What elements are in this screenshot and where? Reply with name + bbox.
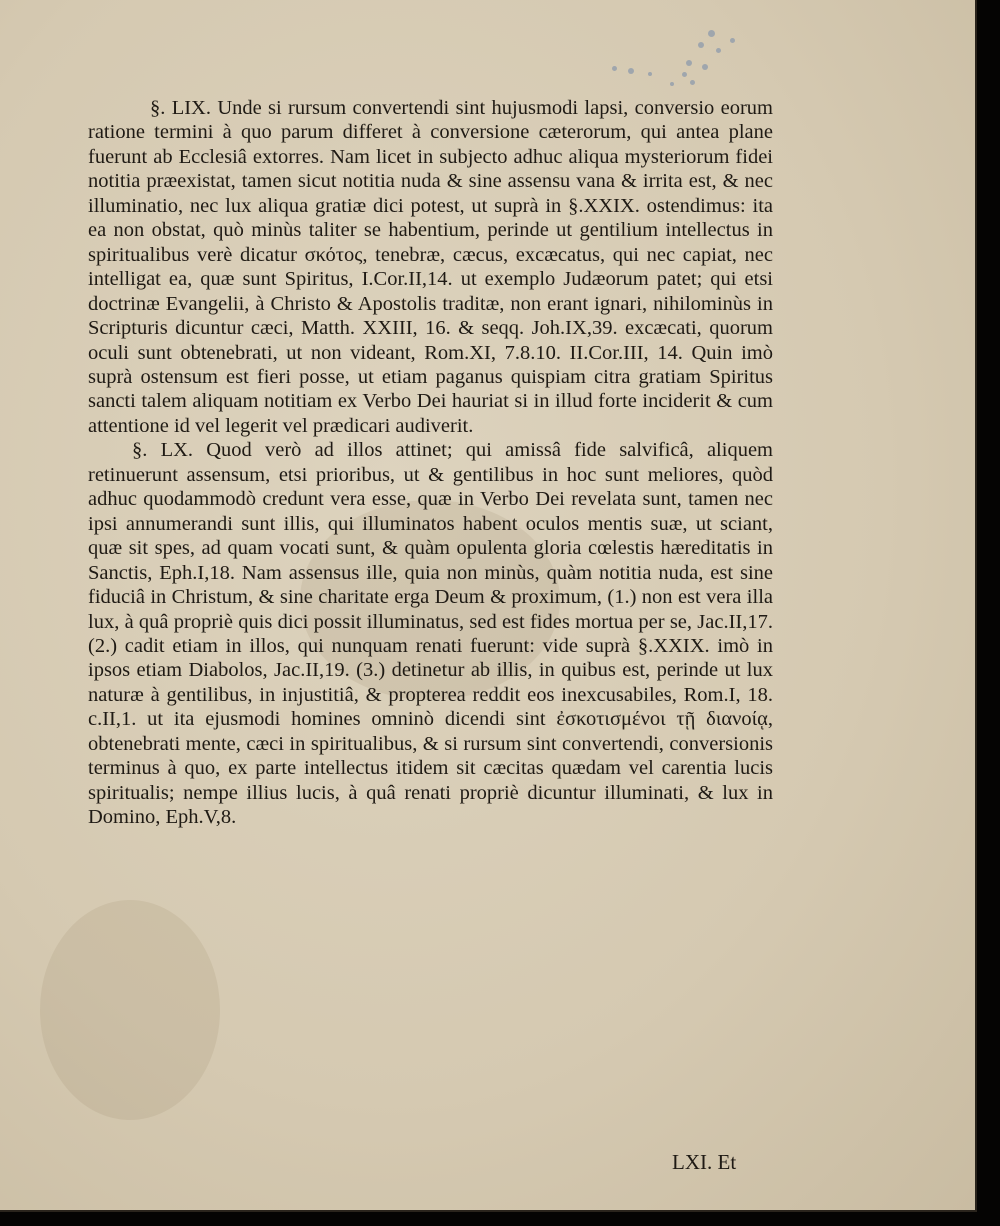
paragraph-60: §. LX. Quod verò ad illos attinet; qui amissâ fide salvificâ, aliquem retinuerunt assensum, etsi prioribus, ut & gentilibus in hoc sunt meliores, quòd adhuc quodammodò credunt vera esse, quæ in Verbo Dei revelata sunt, tamen nec ipsi annumerandi sunt illis, qui illuminatos habent oculos mentis suæ, ut sciant, quæ sit spes, ad quam vocati sunt, & quàm opulenta gloria cœlestis hæreditatis in Sanctis, Eph.I,18. Nam assensus ille, quia non minùs, quàm notitia nuda, est sine fiduciâ in Christum, & sine charitate erga Deum & proximum, (1.) non est vera illa lux, à quâ propriè quis dici possit illuminatus, sed est fides mortua per se, Jac.II,17. (2.) cadit etiam in illos, qui nunquam renati fuerunt: vide suprà §.XXIX. imò in ipsos etiam Diabolos, Jac.II,19. (3.) detinetur ab illis, in quibus est, perinde ut lux naturæ à gentilibus, in injustitiâ, & propterea reddit eos inexcusabiles, Rom.I, 18. c.II,1. ut ita ejusmodi homines omninò dicendi sint ἐσκοτισμένοι τῇ διανοίᾳ, obtenebrati mente, cæci in spiritualibus, & si rursum sint convertendi, conversionis terminus à quo, ex parte intellectus itidem sit cæcitas quædam vel carentia lucis spiritualis; nempe illius lucis, à quâ renati propriè dicuntur illuminati, & lux in Domino, Eph.V,8. bbox=[88, 439, 773, 829]
speck bbox=[730, 38, 735, 43]
speck bbox=[716, 48, 721, 53]
speck bbox=[612, 66, 617, 71]
speck bbox=[628, 68, 634, 74]
speck bbox=[690, 80, 695, 85]
ink-specks bbox=[590, 20, 730, 100]
speck bbox=[686, 60, 692, 66]
speck bbox=[682, 72, 687, 77]
speck bbox=[648, 72, 652, 76]
speck bbox=[702, 64, 708, 70]
speck bbox=[708, 30, 715, 37]
paragraph-59: §. LIX. Unde si rursum convertendi sint hujusmodi lapsi, conversio eorum ratione termini à quo parum differet à conversione cæterorum, qui antea plane fuerunt ab Ecclesiâ extorres. Nam licet in subjecto adhuc aliqua mysteriorum fidei notitia præexistat, tamen sicut notitia nuda & sine assensu vana & irrita est, & nec illuminatio, nec lux aliqua gratiæ dici potest, ut suprà in §.XXIX. ostendimus: ita ea non obstat, quò minùs taliter se habentium, perinde ut gentilium intellectus in spiritualibus verè dicatur σκότος, tenebræ, cæcus, excæcatus, qui nec capiat, nec intelligat ea, quæ sunt Spiritus, I.Cor.II,14. ut exemplo Judæorum patet; qui etsi doctrinæ Evangelii, à Christo & Apostolis traditæ, non erant ignari, nihilominùs in Scripturis dicuntur cæci, Matth. XXIII, 16. & seqq. Joh.IX,39. excæcati, quorum oculi sunt obtenebrati, ut non videant, Rom.XI, 7.8.10. II.Cor.III, 14. Quin imò suprà ostensum est fieri posse, ut etiam paganus quispiam citra gratiam Spiritus sancti talem aliquam notitiam ex Verbo Dei hauriat si in illud forte inciderit & cum attentione id vel legerit vel prædicari audiverit. bbox=[88, 97, 773, 437]
catchword: LXI. Et bbox=[672, 1150, 737, 1174]
body-text bbox=[88, 96, 773, 830]
speck bbox=[670, 82, 674, 86]
speck bbox=[698, 42, 704, 48]
paper-stain bbox=[40, 900, 220, 1120]
